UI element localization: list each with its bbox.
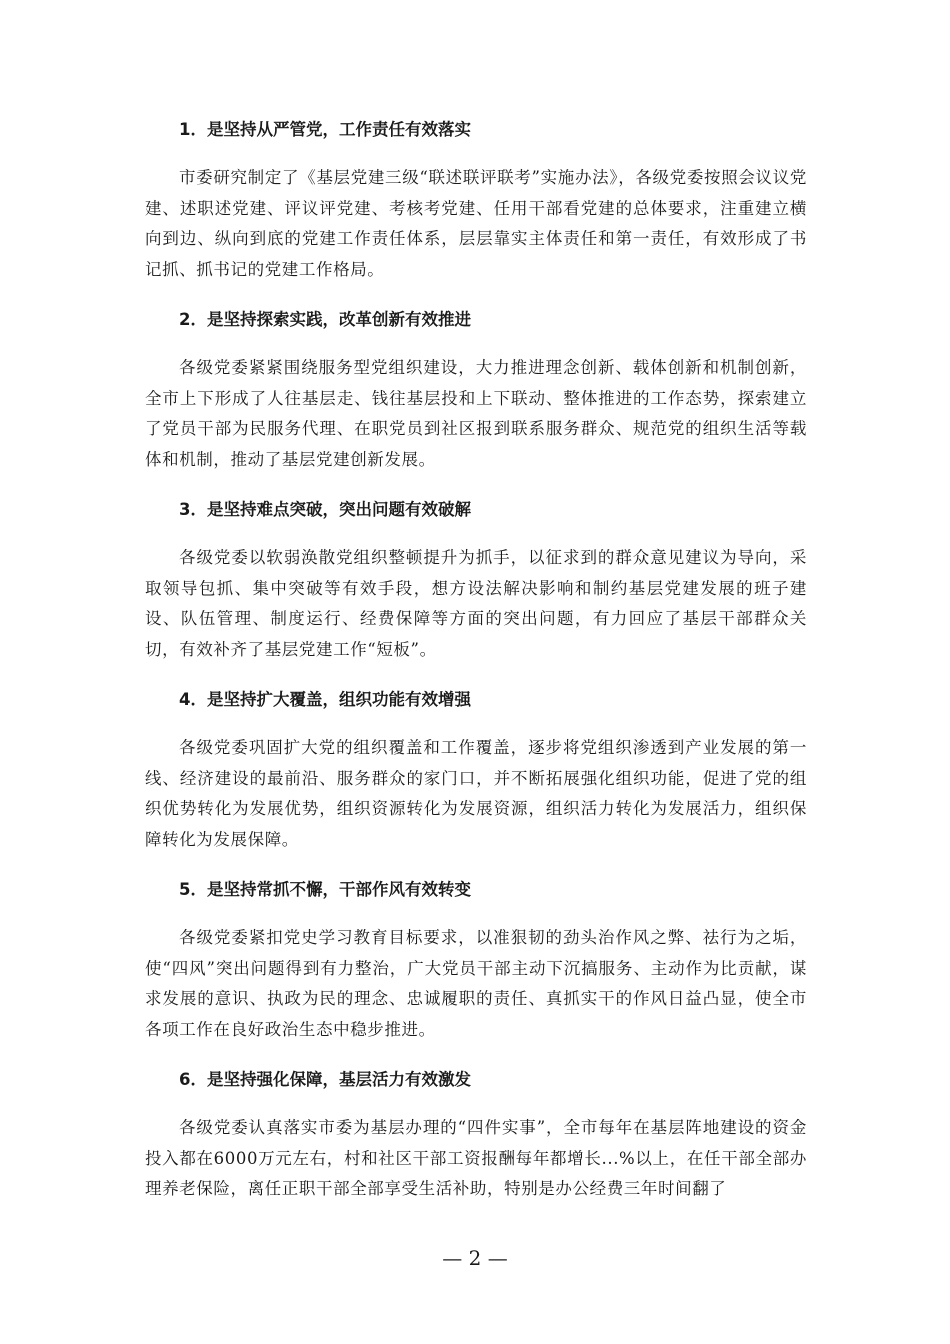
section-heading-1: 1．是坚持从严管党，工作责任有效落实	[179, 120, 471, 139]
section-heading-2: 2．是坚持探索实践，改革创新有效推进	[179, 310, 471, 329]
document-body	[145, 118, 807, 1228]
section-paragraph-4: 各级党委巩固扩大党的组织覆盖和工作覆盖，逐步将党组织渗透到产业发展的第一线、经济建设的最前沿、服务群众的家门口，并不断拓展强化组织功能，促进了党的组织优势转化为发展优势，组织资源转化为发展资源，组织活力转化为发展活力，组织保障转化为发展保障。	[145, 738, 807, 849]
section-heading-3: 3．是坚持难点突破，突出问题有效破解	[179, 500, 471, 519]
section-paragraph-2: 各级党委紧紧围绕服务型党组织建设，大力推进理念创新、载体创新和机制创新，全市上下形成了人往基层走、钱往基层投和上下联动、整体推进的工作态势，探索建立了党员干部为民服务代理、在职党员到社区报到联系服务群众、规范党的组织生活等载体和机制，推动了基层党建创新发展。	[145, 358, 807, 469]
section-paragraph-6: 各级党委认真落实市委为基层办理的“四件实事”，全市每年在基层阵地建设的资金投入都在6000万元左右，村和社区干部工资报酬每年都增长...%以上，在任干部全部办理养老保险，离任正职干部全部享受生活补助，特别是办公经费三年时间翻了	[145, 1118, 807, 1198]
section-paragraph-1: 市委研究制定了《基层党建三级“联述联评联考”实施办法》，各级党委按照会议议党建、述职述党建、评议评党建、考核考党建、任用干部看党建的总体要求，注重建立横向到边、纵向到底的党建工作责任体系，层层靠实主体责任和第一责任，有效形成了书记抓、抓书记的党建工作格局。	[145, 168, 807, 279]
page-number: — 2 —	[442, 1246, 508, 1270]
section-heading-4: 4．是坚持扩大覆盖，组织功能有效增强	[179, 690, 471, 709]
section-paragraph-5: 各级党委紧扣党史学习教育目标要求，以准狠韧的劲头治作风之弊、祛行为之垢，使“四风”突出问题得到有力整治，广大党员干部主动下沉搞服务、主动作为比贡献，谋求发展的意识、执政为民的理念、忠诚履职的责任、真抓实干的作风日益凸显，使全市各项工作在良好政治生态中稳步推进。	[145, 928, 807, 1039]
section-heading-6: 6．是坚持强化保障，基层活力有效激发	[179, 1070, 471, 1089]
section-paragraph-3: 各级党委以软弱涣散党组织整顿提升为抓手，以征求到的群众意见建议为导向，采取领导包抓、集中突破等有效手段，想方设法解决影响和制约基层党建发展的班子建设、队伍管理、制度运行、经费保障等方面的突出问题，有力回应了基层干部群众关切，有效补齐了基层党建工作“短板”。	[145, 548, 807, 659]
section-heading-5: 5．是坚持常抓不懈，干部作风有效转变	[179, 880, 471, 899]
